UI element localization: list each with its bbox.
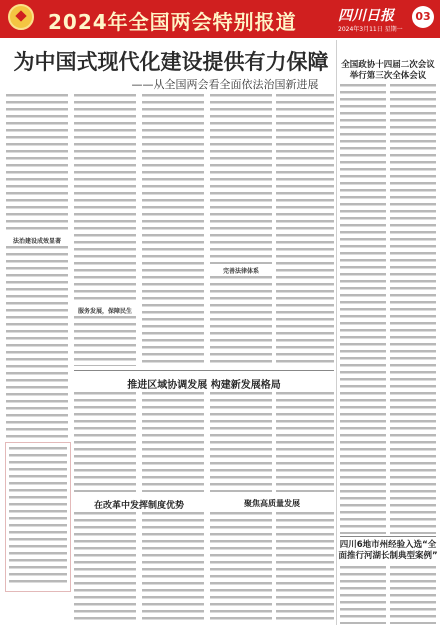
side-article-column [390, 566, 436, 624]
lower-section-head: 推进区域协调发展 构建新发展格局 [127, 380, 281, 391]
lower-section-head: 在改革中发挥制度优势 [93, 501, 184, 511]
newspaper-name: 四川日报 [338, 8, 394, 24]
article-column [210, 512, 272, 622]
article-column [74, 512, 136, 622]
side-article-column [340, 566, 386, 624]
article-column [142, 94, 204, 364]
side-article-title: 四川6地市州经验入选“全面推行河湖长制典型案例” [338, 540, 438, 561]
side-article-column [390, 84, 436, 534]
article-column [74, 94, 136, 304]
side-divider [340, 536, 436, 537]
article-column [142, 512, 204, 622]
section-head: 完善法律体系 [222, 268, 259, 275]
column-divider [336, 40, 337, 625]
article-column [210, 392, 272, 492]
special-report-banner [0, 0, 440, 38]
national-emblem-icon [8, 4, 34, 30]
section-divider [74, 370, 334, 371]
article-column [276, 512, 334, 622]
article-column [276, 392, 334, 492]
article-column [74, 392, 136, 492]
highlight-box [5, 442, 71, 592]
issue-date: 2024年3月11日 星期一 [338, 26, 403, 33]
banner-title: 2024年全国两会特别报道 [48, 10, 297, 34]
main-headline: 为中国式现代化建设提供有力保障 [13, 50, 329, 74]
side-article-title: 全国政协十四届二次会议举行第三次全体会议 [341, 60, 435, 81]
article-column [210, 94, 272, 264]
section-head: 服务发展，保障民生 [77, 308, 132, 315]
article-column [6, 94, 68, 234]
article-column [276, 94, 334, 366]
side-article-column [340, 84, 386, 534]
article-column [142, 392, 204, 492]
article-column [6, 246, 68, 441]
article-column [210, 276, 272, 366]
article-column [74, 316, 136, 366]
page-number: 03 [412, 6, 434, 28]
main-subheadline: ——从全国两会看全面依法治国新进展 [131, 78, 319, 91]
lower-section-head: 聚焦高质量发展 [244, 499, 300, 508]
section-head: 法治建设成效显著 [12, 238, 61, 245]
